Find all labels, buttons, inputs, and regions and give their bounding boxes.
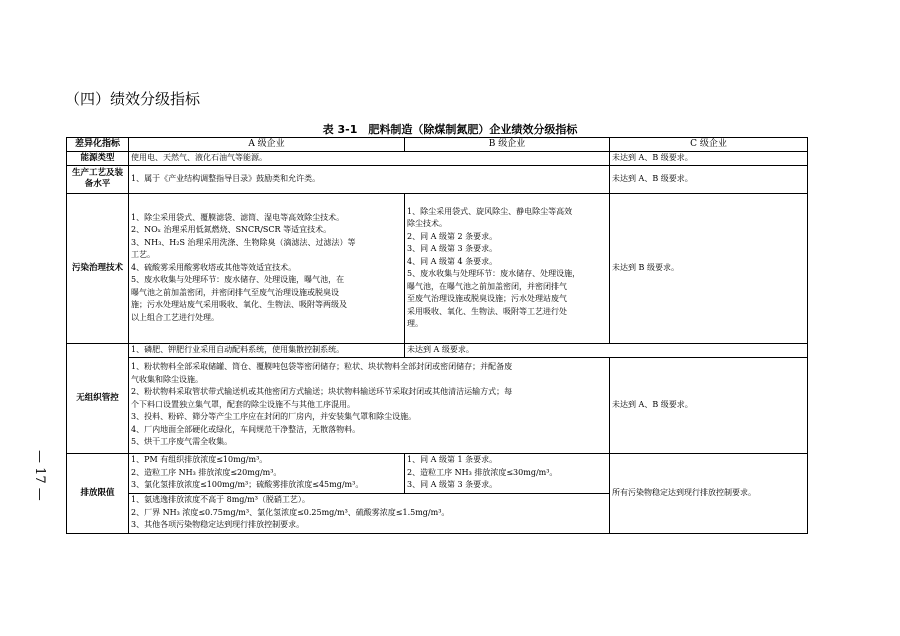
emission-b-line: 3、同 A 级第 3 条要求。 [407,480,498,490]
pollution-b-line: 理。 [407,319,423,328]
row-label-pollution: 污染治理技术 [67,193,129,343]
row-label-energy: 能源类型 [67,151,129,165]
fugitive-ab-line: 气收集和除尘设施。 [131,374,203,384]
section-title: （四）绩效分级指标 [65,90,201,108]
pollution-c-requirement: 未达到 B 级要求。 [610,193,808,343]
energy-ab-requirement: 使用电、天然气、液化石油气等能源。 [129,151,610,165]
table-caption: 表 3-1 肥料制造（除煤制氮肥）企业绩效分级指标 [322,123,578,136]
pollution-b-line: 曝气池，在曝气池之前加盖密闭，并密闭排气 [407,281,567,291]
pollution-a-line: 4、硫酸雾采用酸雾收塔或其他等效适宜技术。 [131,262,297,272]
performance-grading-table [66,137,808,534]
emission-b-line: 2、造粒工序 NH₃ 排放浓度≤30mg/m³。 [407,467,558,477]
header-c-level: C 级企业 [610,138,808,152]
pollution-a-line: 工艺。 [131,250,155,260]
table-row-process [67,165,808,193]
pollution-b-line: 5、废水收集与处理环节：废水储存、处理设施， [407,269,581,278]
process-c-requirement: 未达到 A、B 级要求。 [610,165,808,193]
fugitive-ab-line: 2、粉状物料采取管状带式输送机或其他密闭方式输送；块状物料输送环节采取封闭或其他清洁运输方式；每 [131,387,513,397]
emission-a-requirement [129,453,405,493]
header-a-level: A 级企业 [129,138,405,152]
header-indicator: 差异化指标 [67,138,129,152]
row-label-emission: 排放限值 [67,453,129,533]
table-row-fugitive-2 [67,357,808,453]
pollution-a-line: 以上组合工艺进行处理。 [131,312,219,322]
fugitive-ab-line: 个下料口设置独立集气罩，配套的除尘设施不与其他工序混用。 [131,399,355,409]
table-row-energy [67,151,808,165]
pollution-a-line: 2、NOₓ 治理采用低氮燃烧、SNCR/SCR 等适宜技术。 [131,225,332,235]
emission-b-line: 1、同 A 级第 1 条要求。 [407,455,498,465]
pollution-a-line: 3、NH₃、H₂S 治理采用洗涤、生物除臭（滴滤法、过滤法）等 [131,237,356,247]
pollution-a-line: 施；污水处理站废气采用吸收、氧化、生物法、吸附等两级及 [131,300,347,310]
fugitive-c-requirement-2: 未达到 A、B 级要求。 [610,357,808,453]
emission-c-requirement: 所有污染物稳定达到现行排放控制要求。 [610,453,808,533]
pollution-b-line: 采用吸收、氧化、生物法、吸附等工艺进行处 [407,306,567,316]
fugitive-ab-line: 1、粉状物料全部采取储罐、筒仓、覆膜吨包袋等密闭储存；粒状、块状物料全部封闭或密闭储存；并配备废 [131,362,513,372]
table-row-pollution [67,193,808,343]
pollution-b-line: 除尘技术。 [407,219,447,228]
pollution-a-requirement [129,193,405,343]
page-number: — 17 — [32,450,47,501]
header-b-level: B 级企业 [405,138,610,152]
row-label-fugitive: 无组织管控 [67,343,129,453]
emission-b-requirement [405,453,610,493]
pollution-a-line: 5、废水收集与处理环节：废水储存、处理设施，曝气池，在 [131,275,345,285]
pollution-a-line: 曝气池之前加盖密闭，并密闭排气至废气治理设施或脱臭设 [131,287,339,297]
fugitive-ab-line: 5、烘干工序废气需全收集。 [131,437,233,447]
table-row-fugitive-1 [67,343,808,357]
emission-a-line: 1、PM 有组织排放浓度≤10mg/m³。 [131,455,268,465]
pollution-b-line: 2、同 A 级第 2 条要求。 [407,231,498,241]
emission-a-line: 2、造粒工序 NH₃ 排放浓度≤20mg/m³。 [131,467,282,477]
pollution-b-line: 3、同 A 级第 3 条要求。 [407,244,498,253]
fugitive-bc-requirement-1: 未达到 A 级要求。 [405,343,808,357]
process-ab-requirement: 1、属于《产业结构调整指导目录》鼓励类和允许类。 [129,165,610,193]
emission-ab-line: 3、其他各项污染物稳定达到现行排放控制要求。 [131,520,305,530]
energy-c-requirement: 未达到 A、B 级要求。 [610,151,808,165]
fugitive-ab-requirement-2 [129,357,610,453]
pollution-b-line: 至废气治理设施或脱臭设施；污水处理站废气 [407,294,567,303]
table-row-emission-1 [67,453,808,493]
emission-ab-requirement-2 [129,493,610,533]
emission-a-line: 3、氯化氢排放浓度≤100mg/m³；硫酸雾排放浓度≤45mg/m³。 [131,480,364,490]
pollution-b-line: 4、同 A 级第 4 条要求。 [407,256,498,266]
table-header-row [67,138,808,152]
pollution-b-requirement [405,193,610,343]
fugitive-ab-line: 3、投料、粉碎、筛分等产尘工序应在封闭的厂房内，并安装集气罩和除尘设施。 [131,412,417,422]
fugitive-a-requirement-1: 1、磷肥、钾肥行业采用自动配料系统，使用集散控制系统。 [129,343,405,357]
pollution-a-line: 1、除尘采用袋式、覆膜滤袋、滤筒、湿电等高效除尘技术。 [131,212,345,222]
emission-ab-line: 2、厂界 NH₃ 浓度≤0.75mg/m³、氯化氢浓度≤0.25mg/m³、硫酸雾浓度≤1.5mg/m³。 [131,507,450,517]
row-label-process: 生产工艺及装备水平 [67,165,129,193]
fugitive-ab-line: 4、厂内地面全部硬化或绿化，车间规范干净整洁，无散落物料。 [131,424,361,434]
pollution-b-line: 1、除尘采用袋式、旋风除尘、静电除尘等高效 [407,206,573,216]
emission-ab-line: 1、氨逃逸排放浓度不高于 8mg/m³（脱硝工艺）。 [131,495,310,505]
